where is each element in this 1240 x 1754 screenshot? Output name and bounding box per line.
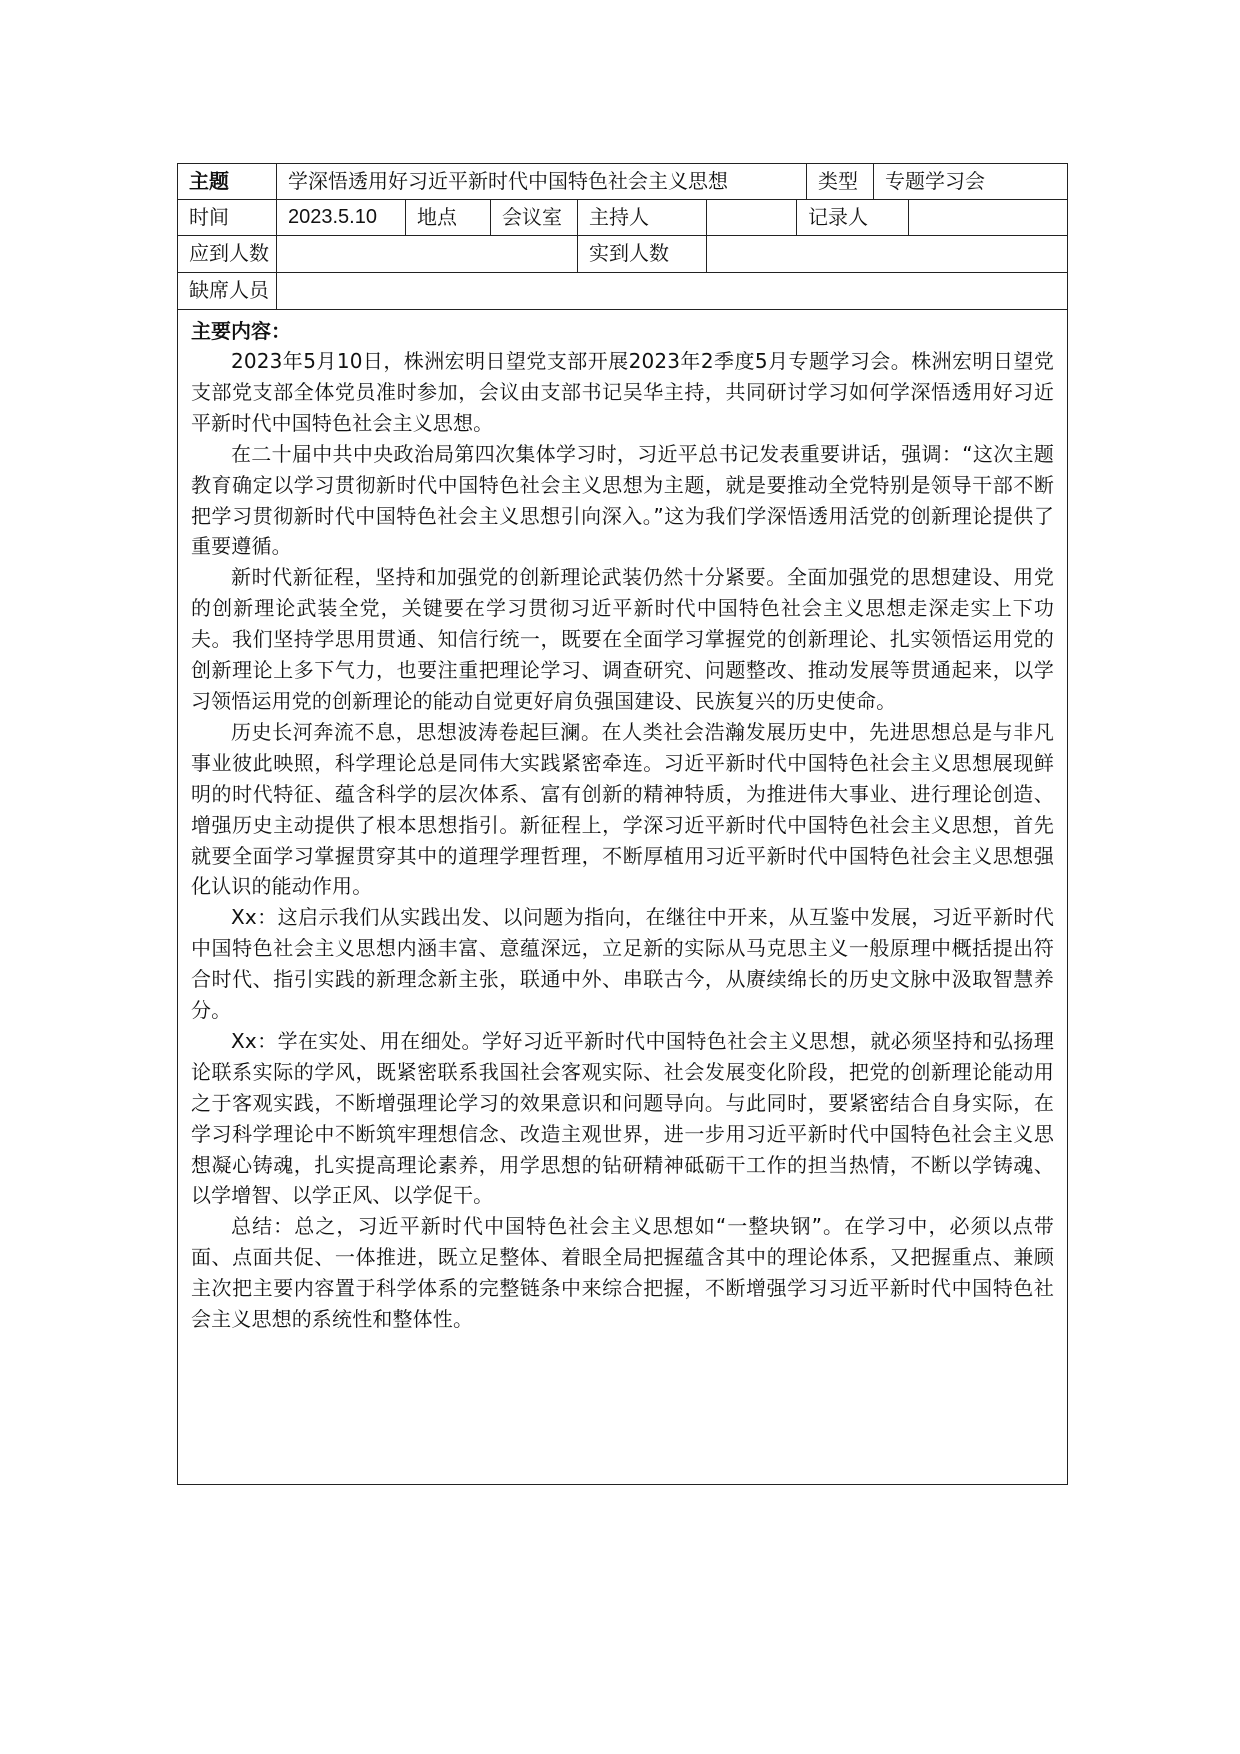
topic-label: 主题 [178,164,277,199]
time-row [178,200,1067,236]
place-label: 地点 [406,200,491,235]
expected-count-value [277,236,578,272]
content-paragraph: Xx：学在实处、用在细处。学好习近平新时代中国特色社会主义思想，就必须坚持和弘扬理论联系实际的学风，既紧密联系我国社会客观实际、社会发展变化阶段，把党的创新理论能动用之于客观实践，不断增强理论学习的效果意识和问题导向。与此同时，要紧密结合自身实际，在学习科学理论中不断筑牢理想信念、改造主观世界，进一步用习近平新时代中国特色社会主义思想凝心铸魂，扎实提高理论素养，用学思想的钻研精神砥砺干工作的担当热情，不断以学铸魂、以学增智、以学正风、以学促干。 [191,1028,1054,1208]
recorder-label: 记录人 [797,200,909,235]
time-label: 时间 [178,200,277,235]
meeting-record-table [177,163,1068,1485]
type-value: 专题学习会 [885,169,985,193]
host-label: 主持人 [578,200,707,235]
content-paragraph: 2023年5月10日，株洲宏明日望党支部开展2023年2季度5月专题学习会。株洲宏明日望党支部党支部全体党员准时参加，会议由支部书记吴华主持，共同研讨学习如何学深悟透用好习近平新时代中国特色社会主义思想。 [191,349,1054,435]
content-heading: 主要内容： [191,319,291,343]
content-paragraph: 总结：总之，习近平新时代中国特色社会主义思想如“一整块钢”。在学习中，必须以点带面、点面共促、一体推进，既立足整体、着眼全局把握蕴含其中的理论体系，又把握重点、兼顾主次把主要内容置于科学体系的完整链条中来综合把握，不断增强学习习近平新时代中国特色社会主义思想的系统性和整体性。 [191,1214,1054,1332]
type-label: 类型 [807,164,874,199]
actual-count-label: 实到人数 [578,236,707,272]
time-value: 2023.5.10 [277,200,406,235]
content-paragraph: 新时代新征程，坚持和加强党的创新理论武装仍然十分紧要。全面加强党的思想建设、用党的创新理论武装全党，关键要在学习贯彻习近平新时代中国特色社会主义思想走深走实上下功夫。我们坚持学思用贯通、知信行统一，既要在全面学习掌握党的创新理论、扎实领悟运用党的创新理论上多下气力，也要注重把理论学习、调查研究、问题整改、推动发展等贯通起来，以学习领悟运用党的创新理论的能动自觉更好肩负强国建设、民族复兴的历史使命。 [191,565,1054,713]
content-paragraph: 在二十届中共中央政治局第四次集体学习时，习近平总书记发表重要讲话，强调：“这次主题教育确定以学习贯彻新时代中国特色社会主义思想为主题，就是要推动全党特别是领导干部不断把学习贯彻新时代中国特色社会主义思想引向深入。”这为我们学深悟透用活党的创新理论提供了重要遵循。 [191,441,1054,559]
absent-label: 缺席人员 [178,273,277,309]
place-value: 会议室 [491,200,578,235]
absent-row [178,273,1067,310]
attendance-row [178,236,1067,273]
main-content [178,310,1067,1484]
actual-count-value [707,236,1067,272]
absent-value [277,273,1067,309]
recorder-value [909,200,1067,235]
topic-value: 学深悟透用好习近平新时代中国特色社会主义思想 [277,164,807,199]
expected-count-label: 应到人数 [178,236,277,272]
topic-row [178,164,1067,200]
content-paragraph: 历史长河奔流不息，思想波涛卷起巨澜。在人类社会浩瀚发展历史中，先进思想总是与非凡事业彼此映照，科学理论总是同伟大实践紧密牵连。习近平新时代中国特色社会主义思想展现鲜明的时代特征、蕴含科学的层次体系、富有创新的精神特质，为推进伟大事业、进行理论创造、增强历史主动提供了根本思想指引。新征程上，学深习近平新时代中国特色社会主义思想，首先就要全面学习掌握贯穿其中的道理学理哲理，不断厚植用习近平新时代中国特色社会主义思想强化认识的能动作用。 [191,719,1054,899]
content-paragraph: Xx：这启示我们从实践出发、以问题为指向，在继往中开来，从互鉴中发展，习近平新时代中国特色社会主义思想内涵丰富、意蕴深远，立足新的实际从马克思主义一般原理中概括提出符合时代、指引实践的新理念新主张，联通中外、串联古今，从赓续绵长的历史文脉中汲取智慧养分。 [191,905,1054,1023]
host-value [707,200,797,235]
